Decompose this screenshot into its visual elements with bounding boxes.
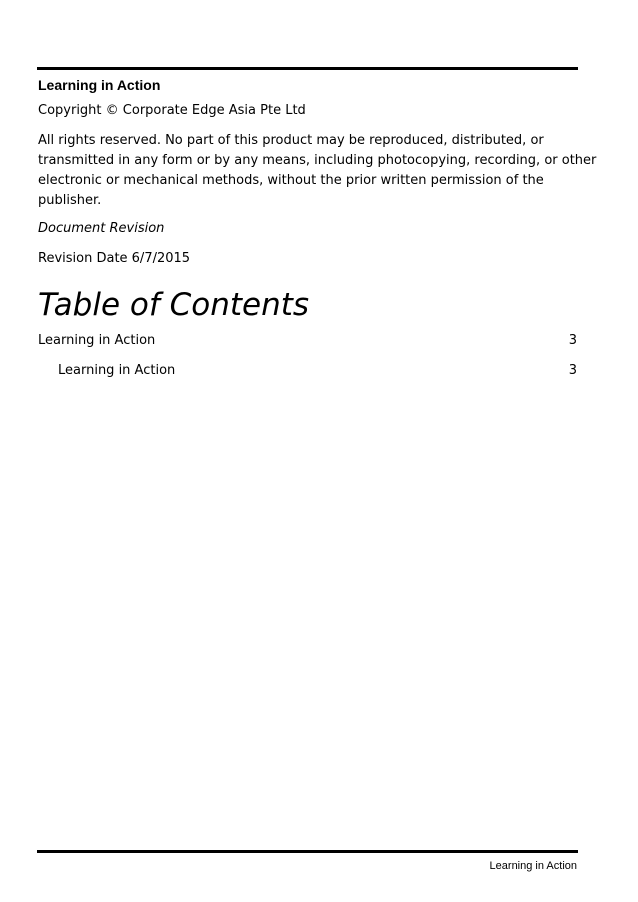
rights-line: transmitted in any form or by any means, including photocopying, recording, or other <box>38 153 597 168</box>
rights-paragraph <box>38 131 597 211</box>
revision-heading: Document Revision <box>38 221 165 236</box>
toc-entry[interactable] <box>38 362 577 380</box>
toc-entry-page: 3 <box>568 333 577 348</box>
footer-text: Learning in Action <box>489 860 577 872</box>
toc-entry-label: Learning in Action <box>58 363 176 378</box>
rights-line: publisher. <box>38 193 102 208</box>
toc-entry-label: Learning in Action <box>38 333 156 348</box>
document-title: Learning in Action <box>38 77 161 93</box>
toc-entry-page: 3 <box>568 363 577 378</box>
revision-date: Revision Date 6/7/2015 <box>38 251 191 266</box>
toc-heading: Table of Contents <box>38 287 310 323</box>
header-rule <box>37 67 578 70</box>
rights-line: electronic or mechanical methods, without the prior written permission of the <box>38 173 544 188</box>
rights-line: All rights reserved. No part of this product may be reproduced, distributed, or <box>38 133 544 148</box>
toc-entry[interactable] <box>38 332 577 350</box>
footer-rule <box>37 850 578 853</box>
copyright-notice: Copyright © Corporate Edge Asia Pte Ltd <box>38 103 306 118</box>
